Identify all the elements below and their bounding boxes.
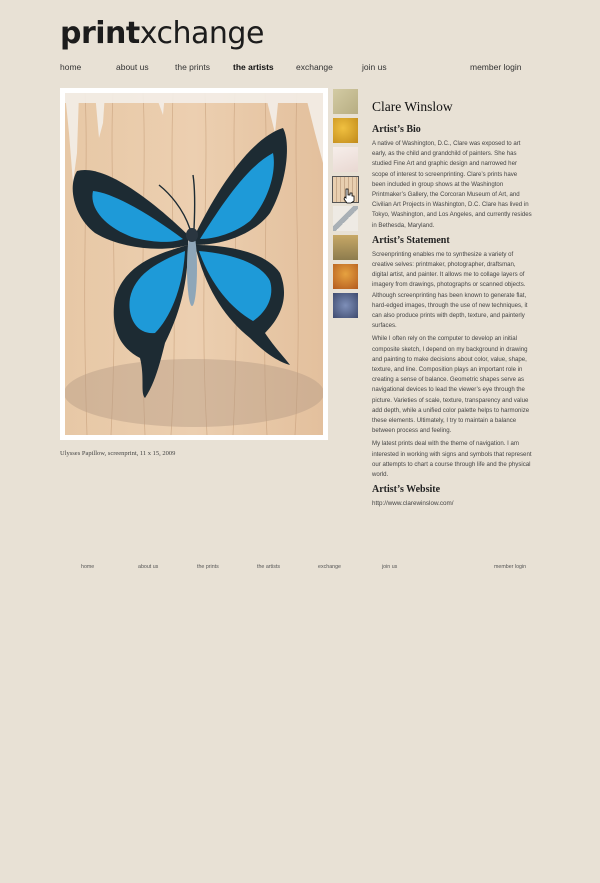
statement-heading: Artist’s Statement: [372, 234, 450, 246]
artist-name: Clare Winslow: [372, 99, 453, 114]
website-heading: Artist’s Website: [372, 484, 441, 496]
logo-rest: xchange: [139, 16, 264, 51]
site-logo[interactable]: [60, 14, 264, 54]
thumbnail-8[interactable]: [333, 293, 358, 318]
butterfly-print-icon: [65, 93, 323, 435]
bio-text: A native of Washington, D.C., Clare was exposed to art early, as the child and grandchild of painters. She has studied Fine Art and graphic design and narrowed her scope of interest to screenprinting. Clare’s prints have been included in group shows at the Washington Printmaker’s Gallery, the Corcoran Museum of Art, and Civilian Art Projects in Washington, D.C. Clare has lived in Tokyo, Washington, and Los Angeles, and currently resides in Bethesda, Maryland.: [372, 140, 532, 229]
thumbnail-7[interactable]: [333, 264, 358, 289]
main-nav: [0, 62, 600, 76]
footer-nav-exchange[interactable]: exchange: [318, 564, 341, 570]
artwork-caption: Ulysses Papillow, screenprint, 11 x 15, 2009: [60, 450, 176, 457]
main-artwork[interactable]: [60, 88, 328, 440]
nav-about-us[interactable]: about us: [116, 62, 149, 72]
footer-nav-home[interactable]: home: [81, 564, 95, 570]
hand-cursor-icon: [342, 188, 356, 204]
thumbnail-5[interactable]: [333, 206, 358, 231]
nav-home[interactable]: home: [60, 62, 82, 72]
bio-heading: Artist’s Bio: [372, 124, 421, 135]
footer-nav-the-artists[interactable]: the artists: [257, 564, 280, 570]
footer-nav-the-prints[interactable]: the prints: [197, 564, 219, 570]
statement-paragraph-1: Screenprinting enables me to synthesize a variety of creative selves: printmaker, photographer, draftsman, digital artist, and painter. It allows me to collage layers of imagery from drawings, photographs or scanned objects. Although screenprinting has been known to generate flat, hard-edged images, through the use of new techniques, it can also produce prints with depth, texture, and painterly surfaces.: [372, 250, 528, 330]
footer-nav-member-login[interactable]: member login: [494, 564, 527, 570]
thumbnail-1[interactable]: [333, 89, 358, 114]
footer-nav-join-us[interactable]: join us: [382, 564, 398, 570]
nav-the-prints[interactable]: the prints: [175, 62, 210, 72]
website-link[interactable]: http://www.clarewinslow.com/: [372, 500, 454, 508]
footer-nav-about-us[interactable]: about us: [138, 564, 159, 570]
footer-nav: [0, 564, 600, 574]
nav-join-us[interactable]: join us: [362, 62, 387, 72]
thumbnail-2[interactable]: [333, 118, 358, 143]
thumbnail-strip: [333, 89, 358, 323]
thumbnail-6[interactable]: [333, 235, 358, 260]
nav-member-login[interactable]: member login: [470, 62, 522, 72]
logo-bold: print: [60, 16, 140, 51]
nav-the-artists[interactable]: the artists: [233, 62, 274, 72]
thumbnail-3[interactable]: [333, 147, 358, 172]
statement-paragraph-2: While I often rely on the computer to develop an initial composite sketch, I depend on my background in drawing and painting to make decisions about color, value, shape, texture, and line. Composition plays an important role in creating a sense of balance. Geometric shapes serve as navigational devices to lead the viewer’s eye through the picture. Varieties of scale, texture, transparency and value add depth, while a unified color palette helps to harmonize these elements. Ultimately, I try to maintain a balance between process and feeling.: [372, 335, 530, 435]
nav-exchange[interactable]: exchange: [296, 62, 333, 72]
thumbnail-4-selected[interactable]: [333, 177, 358, 202]
statement-paragraph-3: My latest prints deal with the theme of navigation. I am interested in working with signs and symbols that represent our attempts to chart a course through life and the physical world.: [372, 440, 532, 479]
artist-content: [372, 98, 532, 509]
